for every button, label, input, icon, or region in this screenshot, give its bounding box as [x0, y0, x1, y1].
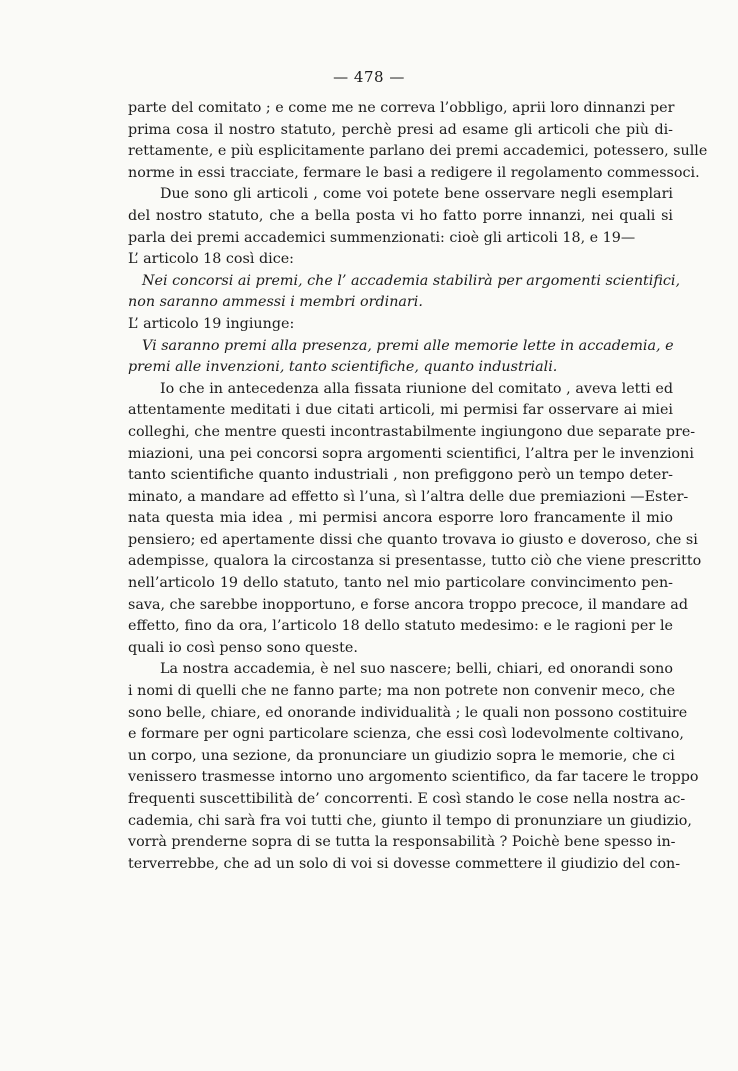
text-line: Nei concorsi ai premi, che l’ accademia stabilirà per argomenti scientifici,	[142, 272, 681, 289]
text-line: attentamente meditati i due citati articoli, mi permisi far osservare ai miei	[128, 402, 673, 419]
text-line: vorrà prenderne sopra di se tutta la responsabilità ? Poichè bene spesso in-	[128, 834, 676, 851]
text-line: L’ articolo 18 così dice:	[128, 251, 294, 268]
text-line: sono belle, chiare, ed onorande individualità ; le quali non possono costituire	[128, 704, 688, 721]
text-line: sava, che sarebbe inopportuno, e forse ancora troppo precoce, il mandare ad	[128, 596, 688, 613]
text-line: Io che in antecedenza alla fissata riunione del comitato , aveva letti ed	[160, 380, 673, 397]
paragraph	[128, 184, 673, 249]
text-line: nata questa mia idea , mi permisi ancora esporre loro francamente il mio	[128, 510, 673, 527]
text-line: colleghi, che mentre questi incontrastabilmente ingiungono due separate pre-	[128, 423, 696, 440]
text-line: un corpo, una sezione, da pronunciare un giudizio sopra le memorie, che ci	[128, 747, 675, 764]
text-line: e formare per ogni particolare scienza, che essi così lodevolmente coltivano,	[128, 726, 684, 743]
page-number: — 478 —	[333, 68, 405, 86]
quoted-article	[128, 336, 673, 379]
text-line: rettamente, e più esplicitamente parlano dei premi accademici, potessero, sulle	[128, 143, 708, 160]
page-body-text	[128, 98, 708, 875]
text-line: frequenti suscettibilità de’ concorrenti. E così stando le cose nella nostra ac-	[128, 791, 686, 807]
paragraph	[128, 249, 673, 271]
text-line: tanto scientifiche quanto industriali , non prefiggono però un tempo deter-	[128, 467, 673, 484]
text-line: Due sono gli articoli , come voi potete bene osservare negli esemplari	[160, 186, 673, 203]
text-line: nell’articolo 19 dello statuto, tanto nel mio particolare convincimento pen-	[128, 575, 673, 592]
text-line: i nomi di quelli che ne fanno parte; ma non potrete non convenir meco, che	[128, 683, 676, 700]
text-line: quali io così penso sono queste.	[128, 639, 358, 656]
text-line: del nostro statuto, che a bella posta vi ho fatto porre innanzi, nei quali si	[128, 207, 673, 224]
text-line: prima cosa il nostro statuto, perchè presi ad esame gli articoli che più di-	[128, 121, 673, 138]
text-line: terverrebbe, che ad un solo di voi si dovesse commettere il giudizio del con-	[128, 855, 681, 872]
quoted-article	[128, 271, 681, 314]
text-line: minato, a mandare ad effetto sì l’una, sì l’altra delle due premiazioni —Ester-	[128, 488, 689, 505]
text-line: non saranno ammessi i membri ordinari.	[128, 294, 423, 311]
text-line: pensiero; ed apertamente dissi che quanto trovava io giusto e doveroso, che si	[128, 531, 698, 548]
paragraph	[128, 379, 702, 660]
paragraph	[128, 98, 708, 184]
text-line: cademia, chi sarà fra voi tutti che, giunto il tempo di pronunziare un giudizio,	[128, 812, 692, 829]
text-line: premi alle invenzioni, tanto scientifiche, quanto industriali.	[128, 359, 558, 376]
text-line: venissero trasmesse intorno uno argomento scientifico, da far tacere le troppo	[128, 769, 699, 786]
text-line: norme in essi tracciate, fermare le basi a redigere il regolamento commessoci.	[128, 164, 700, 181]
text-line: La nostra accademia, è nel suo nascere; belli, chiari, ed onorandi sono	[160, 661, 673, 678]
text-line: Vi saranno premi alla presenza, premi alle memorie lette in accademia, e	[142, 337, 674, 354]
text-line: miazioni, una pei concorsi sopra argomenti scientifici, l’altra per le invenzioni	[128, 445, 694, 462]
text-line: adempisse, qualora la circostanza si presentasse, tutto ciò che viene prescritto	[128, 553, 702, 570]
text-line: effetto, fino da ora, l’articolo 18 dello statuto medesimo: e le ragioni per le	[128, 618, 673, 635]
text-line: parla dei premi accademici summenzionati: cioè gli articoli 18, e 19—	[128, 229, 636, 246]
paragraph	[128, 314, 673, 336]
text-line: parte del comitato ; e come me ne correva l’obbligo, aprii loro dinnanzi per	[128, 100, 675, 116]
text-line: L’ articolo 19 ingiunge:	[128, 315, 295, 332]
paragraph	[128, 659, 699, 875]
